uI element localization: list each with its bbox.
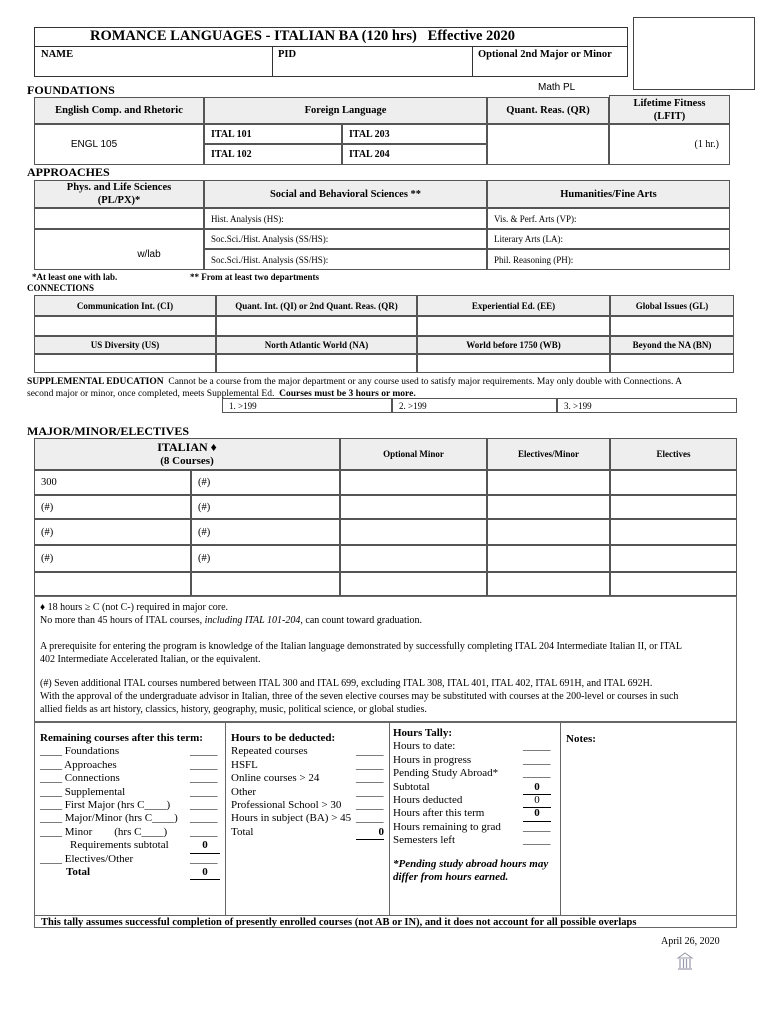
supp-cell-1[interactable]: 1. >199	[222, 398, 392, 413]
electives-header: Electives	[610, 438, 737, 470]
deducted-other[interactable]: Other _____	[231, 785, 384, 798]
qi-header	[216, 295, 417, 316]
remaining-minor[interactable]: ____ Minor (hrs C____) _____	[40, 825, 218, 838]
tally-after-label: Hours after this term	[393, 807, 485, 820]
supplemental-label: SUPPLEMENTAL EDUCATION	[27, 377, 164, 387]
na-header: North Atlantic World (NA)	[216, 336, 417, 354]
socsci-cell-2[interactable]: Soc.Sci./Hist. Analysis (SS/HS):	[204, 249, 487, 270]
approaches-title: APPROACHES	[27, 165, 110, 179]
deducted-hsfl[interactable]: HSFL _____	[231, 758, 384, 771]
connections-title: CONNECTIONS	[27, 283, 95, 293]
tally-deducted-value: 0	[523, 794, 551, 808]
elective-cell[interactable]	[610, 470, 737, 495]
tally-after-value: 0	[523, 807, 551, 821]
tally-progress[interactable]: Hours in progress _____	[393, 753, 551, 766]
elective-cell[interactable]	[610, 545, 737, 572]
phys-cell-1[interactable]	[34, 208, 204, 229]
italian-course-cell[interactable]: (#)	[34, 495, 191, 519]
elective-cell[interactable]	[487, 572, 610, 596]
italian-course-cell[interactable]: (#)	[191, 470, 340, 495]
tally-subtotal-label: Subtotal	[393, 780, 430, 793]
pl-px-label: (PL/PX)*	[97, 195, 141, 206]
qi-cell[interactable]	[216, 316, 417, 336]
tally-pending-label: Pending Study Abroad*	[393, 767, 499, 780]
lfit-code: (LFIT)	[653, 110, 686, 122]
deducted-subject[interactable]: Hours in subject (BA) > 45 _____	[231, 812, 384, 825]
remaining-approaches-label: Approaches	[64, 758, 117, 771]
italian-header	[34, 438, 340, 470]
header-sep2	[472, 46, 473, 77]
header-divider	[34, 46, 628, 47]
remaining-major-minor-label: Major/Minor (hrs C____)	[64, 812, 178, 825]
remaining-req-subtotal[interactable]	[40, 839, 222, 852]
tally-remaining-label: Hours remaining to grad	[393, 820, 501, 833]
foreign-lang-header: Foreign Language	[204, 97, 487, 124]
tally-sep-1	[225, 722, 226, 915]
ee-cell[interactable]	[417, 316, 610, 336]
us-cell[interactable]	[34, 354, 216, 373]
wlab-label: w/lab	[137, 249, 161, 260]
na-cell[interactable]	[216, 354, 417, 373]
deducted-online-label: Online courses > 24	[231, 772, 320, 785]
deducted-title: Hours to be deducted:	[231, 732, 336, 744]
remaining-electives-label: Electives/Other	[64, 852, 134, 865]
supplemental-text-1: Cannot be a course from the major department or any course used to satisfy major requirements. May only double with Connections. A	[168, 377, 683, 387]
hours-tally-column	[393, 727, 558, 884]
tally-bottom-line	[34, 915, 737, 916]
phys-life-label: Phys. and Life Sciences	[66, 182, 172, 193]
date-text: April 26, 2020	[661, 936, 720, 947]
gl-header: Global Issues (GL)	[610, 295, 734, 316]
deducted-subject-label: Hours in subject (BA) > 45	[231, 812, 352, 825]
elective-line-3: allied fields as art history, classics, history, geography, music, political science, or global studies.	[40, 703, 427, 715]
elective-cell[interactable]	[610, 495, 737, 519]
elective-line-1: (#) Seven additional ITAL courses numbered between ITAL 300 and ITAL 699, excluding ITAL 308, ITAL 401, ITAL 402, ITAL 691H, and ITAL 692H.	[40, 678, 653, 690]
engl105-cell[interactable]: ENGL 105	[34, 124, 204, 165]
tally-deducted-label: Hours deducted	[393, 794, 463, 807]
ital204-cell[interactable]: ITAL 204	[342, 144, 487, 165]
pid-label: PID	[278, 49, 297, 60]
note-line-2a: No more than 45 hours of ITAL courses,	[40, 614, 205, 626]
elective-cell[interactable]	[340, 545, 487, 572]
major-title: MAJOR/MINOR/ELECTIVES	[27, 424, 190, 438]
ital102-cell[interactable]: ITAL 102	[204, 144, 342, 165]
deducted-total-label: Total	[231, 825, 254, 838]
deducted-prof[interactable]: Professional School > 30 _____	[231, 799, 384, 812]
literary-cell[interactable]: Literary Arts (LA):	[487, 229, 730, 249]
notes-area[interactable]	[562, 748, 734, 912]
supplemental-text-2: second major or minor, once completed, meets Supplemental Ed.	[27, 389, 275, 399]
assumption-text: This tally assumes successful completion of presently enrolled courses (not AB or IN), and it does not account for all possible overlaps	[41, 917, 637, 928]
note-line-2c: , can count toward graduation.	[300, 614, 423, 626]
remaining-connections-label: Connections	[64, 772, 120, 785]
tally-subtotal-value: 0	[523, 781, 551, 795]
tally-remaining[interactable]: Hours remaining to grad _____	[393, 820, 551, 833]
optional-label: Optional 2nd Major or Minor	[478, 49, 612, 60]
tally-subtotal[interactable]	[393, 781, 558, 794]
tally-semesters[interactable]: Semesters left _____	[393, 834, 551, 847]
quant-cell[interactable]	[487, 124, 609, 165]
tally-progress-label: Hours in progress	[393, 753, 472, 766]
remaining-foundations[interactable]: ____ Foundations _____	[40, 745, 218, 758]
opt-minor-header: Optional Minor	[340, 438, 487, 470]
italian-course-cell[interactable]: (#)	[34, 519, 191, 545]
tally-pending-note-1: *Pending study abroad hours may	[393, 857, 549, 870]
elective-cell[interactable]	[487, 519, 610, 545]
ci-header: Communication Int. (CI)	[34, 295, 216, 316]
tally-sep-2	[389, 722, 390, 915]
elec-minor-header: Electives/Minor	[487, 438, 610, 470]
university-logo-icon	[676, 951, 694, 971]
us-header: US Diversity (US)	[34, 336, 216, 354]
supp-cell-3[interactable]: 3. >199	[557, 398, 737, 413]
tally-title: Hours Tally:	[393, 727, 452, 739]
elective-cell[interactable]	[487, 470, 610, 495]
note-line-2	[40, 615, 735, 628]
italian-label: ITALIAN ♦	[157, 440, 217, 454]
header-sep1	[272, 46, 273, 77]
tally-semesters-label: Semesters left	[393, 834, 456, 847]
tally-sep-3	[560, 722, 561, 915]
remaining-approaches[interactable]: ____ Approaches _____	[40, 758, 218, 771]
gl-cell[interactable]	[610, 316, 734, 336]
socsci-cell-1[interactable]: Soc.Sci./Hist. Analysis (SS/HS):	[204, 229, 487, 249]
italian-course-cell[interactable]	[191, 572, 340, 596]
elective-line-2: With the approval of the undergraduate advisor in Italian, three of the seven elective courses may be substituted with courses at the 200-level or courses in such	[40, 690, 679, 702]
deducted-total[interactable]	[231, 826, 387, 839]
supplemental-text	[27, 376, 742, 400]
qi-label: Quant. Int. (QI) or 2nd Quant. Reas. (QR)	[235, 300, 398, 311]
lfit-label: Lifetime Fitness	[633, 97, 706, 109]
elective-cell[interactable]	[340, 519, 487, 545]
supp-cell-2[interactable]: 2. >199	[392, 398, 557, 413]
deducted-hsfl-label: HSFL	[231, 758, 258, 771]
tally-deducted[interactable]	[393, 794, 558, 807]
bn-cell[interactable]	[610, 354, 734, 373]
elective-cell[interactable]	[340, 470, 487, 495]
ital203-cell[interactable]: ITAL 203	[342, 124, 487, 144]
phys-life-header	[34, 180, 204, 208]
vis-cell[interactable]: Vis. & Perf. Arts (VP):	[487, 208, 730, 229]
remaining-column	[40, 732, 222, 879]
name-label: NAME	[41, 49, 74, 60]
foundations-title: FOUNDATIONS	[27, 83, 115, 97]
remaining-total-label: Total	[66, 866, 91, 879]
italian-course-cell[interactable]	[34, 572, 191, 596]
remaining-total-value: 0	[190, 866, 220, 880]
quant-header: Quant. Reas. (QR)	[487, 97, 609, 124]
remaining-first-major[interactable]: ____ First Major (hrs C____) _____	[40, 799, 218, 812]
supplemental-text-3: Courses must be 3 hours or more.	[279, 389, 416, 399]
remaining-major-minor[interactable]: ____ Major/Minor (hrs C____) _____	[40, 812, 218, 825]
deducted-prof-label: Professional School > 30	[231, 799, 342, 812]
remaining-minor-label: Minor (hrs C____)	[64, 825, 168, 838]
remaining-title: Remaining courses after this term:	[40, 732, 203, 744]
elective-cell[interactable]	[340, 572, 487, 596]
deducted-column	[231, 732, 387, 839]
prereq-line-1: A prerequisite for entering the program is knowledge of the Italian language demonstrated by successfully completing ITAL 204 Intermediate Italian II, or ITAL	[40, 641, 682, 653]
bn-header: Beyond the NA (BN)	[610, 336, 734, 354]
deducted-total-value: 0	[356, 826, 384, 840]
hist-cell[interactable]: Hist. Analysis (HS):	[204, 208, 487, 229]
eng-comp-header: English Comp. and Rhetoric	[34, 97, 204, 124]
remaining-req-subtotal-value: 0	[190, 839, 220, 853]
lfit-cell[interactable]	[609, 124, 730, 165]
page-title: ROMANCE LANGUAGES - ITALIAN BA (120 hrs) Effective 2020	[90, 28, 516, 44]
deducted-repeated[interactable]: Repeated courses _____	[231, 745, 384, 758]
social-header: Social and Behavioral Sciences **	[204, 180, 487, 208]
photo-box	[633, 17, 755, 90]
remaining-total[interactable]	[40, 866, 222, 879]
ital101-cell[interactable]: ITAL 101	[204, 124, 342, 144]
tally-pending[interactable]: Pending Study Abroad* _____	[393, 767, 551, 780]
elective-cell[interactable]	[610, 572, 737, 596]
major-notes	[40, 602, 735, 716]
ci-cell[interactable]	[34, 316, 216, 336]
remaining-first-major-label: First Major (hrs C____)	[64, 799, 171, 812]
deducted-online[interactable]: Online courses > 24 _____	[231, 772, 384, 785]
note-line-2b: including ITAL 101-204	[204, 614, 301, 626]
elective-cell[interactable]	[610, 519, 737, 545]
humanities-header: Humanities/Fine Arts	[487, 180, 730, 208]
remaining-supplemental[interactable]: ____ Supplemental _____	[40, 785, 218, 798]
elective-cell[interactable]	[487, 545, 610, 572]
lfit-header	[609, 95, 730, 124]
remaining-foundations-label: Foundations	[64, 745, 120, 758]
math-pl: Math PL	[538, 82, 576, 93]
dept-note: ** From at least two departments	[190, 272, 320, 282]
italian-course-cell[interactable]: (#)	[191, 519, 340, 545]
tally-pending-note-2: differ from hours earned.	[393, 871, 509, 884]
elective-cell[interactable]	[340, 495, 487, 519]
remaining-req-subtotal-label: Requirements subtotal	[70, 839, 169, 852]
lfit-hours: (1 hr.)	[694, 139, 719, 150]
lab-note: *At least one with lab.	[32, 272, 118, 282]
tally-to-date[interactable]: Hours to date: _____	[393, 740, 551, 753]
phil-cell[interactable]: Phil. Reasoning (PH):	[487, 249, 730, 270]
italian-course-cell[interactable]: 300	[34, 470, 191, 495]
remaining-electives[interactable]: ____ Electives/Other _____	[40, 852, 218, 865]
remaining-supplemental-label: Supplemental	[64, 785, 126, 798]
notes-label: Notes:	[566, 733, 596, 745]
wb-header: World before 1750 (WB)	[417, 336, 610, 354]
wb-cell[interactable]	[417, 354, 610, 373]
italian-course-cell[interactable]: (#)	[191, 495, 340, 519]
remaining-connections[interactable]: ____ Connections _____	[40, 772, 218, 785]
deducted-other-label: Other	[231, 785, 257, 798]
ee-header: Experiential Ed. (EE)	[417, 295, 610, 316]
elective-cell[interactable]	[487, 495, 610, 519]
wlab-cell[interactable]	[34, 229, 204, 270]
prereq-line-2: 402 Intermediate Accelerated Italian, or the equivalent.	[40, 653, 261, 665]
deducted-repeated-label: Repeated courses	[231, 745, 308, 758]
note-line-1: ♦ 18 hours ≥ C (not C-) required in major core.	[40, 602, 229, 613]
courses-8-label: (8 Courses)	[160, 455, 214, 467]
italian-course-cell[interactable]: (#)	[34, 545, 191, 572]
tally-after[interactable]	[393, 807, 558, 820]
italian-course-cell[interactable]: (#)	[191, 545, 340, 572]
tally-to-date-label: Hours to date:	[393, 740, 456, 753]
